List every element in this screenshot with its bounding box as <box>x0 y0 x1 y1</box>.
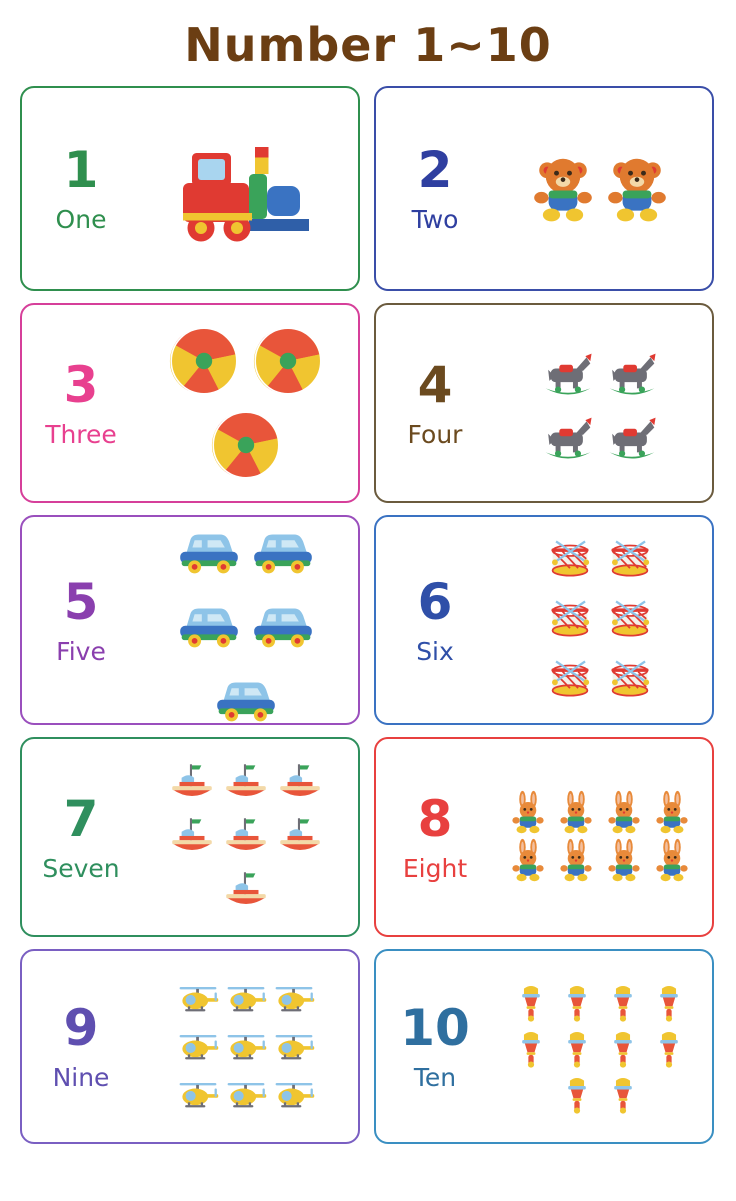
number-digit: 10 <box>400 999 470 1057</box>
beach-ball-icon <box>247 320 329 402</box>
card-label-block <box>22 141 134 234</box>
sailboat-icon <box>166 811 218 863</box>
number-card-one[interactable] <box>20 86 360 291</box>
icon-group <box>171 114 321 264</box>
drum-icon <box>541 531 599 589</box>
number-digit: 8 <box>417 789 453 848</box>
bunny-icon <box>601 838 647 884</box>
car-icon <box>210 658 282 725</box>
helicopter-icon <box>175 1024 221 1070</box>
icon-group <box>500 790 700 884</box>
number-digit: 1 <box>63 141 99 199</box>
number-card-two[interactable] <box>374 86 714 291</box>
drum-icon <box>601 651 659 709</box>
card-illustration-block <box>488 88 712 289</box>
icon-group <box>160 320 332 486</box>
number-card-grid <box>0 86 736 1144</box>
bunny-icon <box>553 838 599 884</box>
rocking-horse-icon <box>537 404 599 466</box>
card-label-block <box>376 355 488 449</box>
card-illustration-block <box>134 88 358 289</box>
card-illustration-block <box>488 517 712 723</box>
icon-group <box>538 531 662 709</box>
icon-group <box>162 757 330 917</box>
car-icon <box>247 584 319 656</box>
number-card-five[interactable] <box>20 515 360 725</box>
number-digit: 5 <box>63 572 99 631</box>
teddy-bear-icon <box>601 153 673 225</box>
card-label-block <box>22 789 134 883</box>
number-card-nine[interactable] <box>20 949 360 1144</box>
rattle-icon <box>555 1071 599 1115</box>
card-illustration-block <box>488 739 712 935</box>
number-word: Three <box>45 419 117 449</box>
helicopter-icon <box>223 976 269 1022</box>
number-word: Six <box>416 636 454 666</box>
number-card-ten[interactable] <box>374 949 714 1144</box>
train-icon <box>171 114 321 264</box>
sailboat-icon <box>166 757 218 809</box>
card-label-block <box>22 355 134 449</box>
icon-group <box>171 976 321 1118</box>
helicopter-icon <box>271 976 317 1022</box>
sailboat-icon <box>220 757 272 809</box>
helicopter-icon <box>223 1024 269 1070</box>
number-word: One <box>55 205 107 234</box>
sailboat-icon <box>274 811 326 863</box>
drum-icon <box>601 591 659 649</box>
rattle-icon <box>601 1025 645 1069</box>
icon-group <box>534 340 666 466</box>
number-digit: 9 <box>63 999 99 1057</box>
car-icon <box>247 515 319 582</box>
number-word: Five <box>56 636 106 666</box>
card-illustration-block <box>488 305 712 501</box>
sailboat-icon <box>220 865 272 917</box>
rocking-horse-icon <box>537 340 599 402</box>
rattle-icon <box>509 979 553 1023</box>
card-illustration-block <box>134 951 358 1142</box>
number-digit: 6 <box>417 572 453 631</box>
helicopter-icon <box>271 1072 317 1118</box>
bunny-icon <box>601 790 647 836</box>
helicopter-icon <box>175 976 221 1022</box>
bunny-icon <box>649 790 695 836</box>
sailboat-icon <box>220 811 272 863</box>
card-label-block <box>376 141 488 234</box>
number-card-eight[interactable] <box>374 737 714 937</box>
number-digit: 2 <box>417 141 453 199</box>
rattle-icon <box>647 1025 691 1069</box>
beach-ball-icon <box>163 320 245 402</box>
rattle-icon <box>509 1025 553 1069</box>
icon-group <box>527 153 673 225</box>
card-label-block <box>376 789 488 883</box>
drum-icon <box>541 651 599 709</box>
rattle-icon <box>555 979 599 1023</box>
rocking-horse-icon <box>601 404 663 466</box>
number-card-three[interactable] <box>20 303 360 503</box>
number-digit: 4 <box>417 355 453 414</box>
number-digit: 7 <box>63 789 99 848</box>
teddy-bear-icon <box>527 153 599 225</box>
card-label-block <box>22 572 134 666</box>
helicopter-icon <box>175 1072 221 1118</box>
rattle-icon <box>601 979 645 1023</box>
card-label-block <box>376 572 488 666</box>
rocking-horse-icon <box>601 340 663 402</box>
bunny-icon <box>505 838 551 884</box>
beach-ball-icon <box>205 404 287 486</box>
card-illustration-block <box>488 951 712 1142</box>
bunny-icon <box>505 790 551 836</box>
helicopter-icon <box>271 1024 317 1070</box>
sailboat-icon <box>274 757 326 809</box>
card-illustration-block <box>134 517 358 723</box>
number-digit: 3 <box>63 355 99 414</box>
number-card-four[interactable] <box>374 303 714 503</box>
number-word: Ten <box>413 1063 457 1092</box>
page-title: Number 1~10 <box>184 18 552 72</box>
icon-group <box>504 979 696 1115</box>
number-word: Nine <box>52 1063 110 1092</box>
rattle-icon <box>601 1071 645 1115</box>
car-icon <box>173 584 245 656</box>
card-label-block <box>376 999 488 1092</box>
number-word: Two <box>411 205 459 234</box>
number-word: Four <box>407 419 463 449</box>
card-illustration-block <box>134 305 358 501</box>
number-card-six[interactable] <box>374 515 714 725</box>
bunny-icon <box>553 790 599 836</box>
car-icon <box>173 515 245 582</box>
rattle-icon <box>647 979 691 1023</box>
card-label-block <box>22 999 134 1092</box>
helicopter-icon <box>223 1072 269 1118</box>
number-word: Seven <box>42 853 120 883</box>
number-word: Eight <box>402 853 468 883</box>
number-card-seven[interactable] <box>20 737 360 937</box>
bunny-icon <box>649 838 695 884</box>
icon-group <box>170 515 322 725</box>
drum-icon <box>541 591 599 649</box>
card-illustration-block <box>134 739 358 935</box>
drum-icon <box>601 531 659 589</box>
rattle-icon <box>555 1025 599 1069</box>
